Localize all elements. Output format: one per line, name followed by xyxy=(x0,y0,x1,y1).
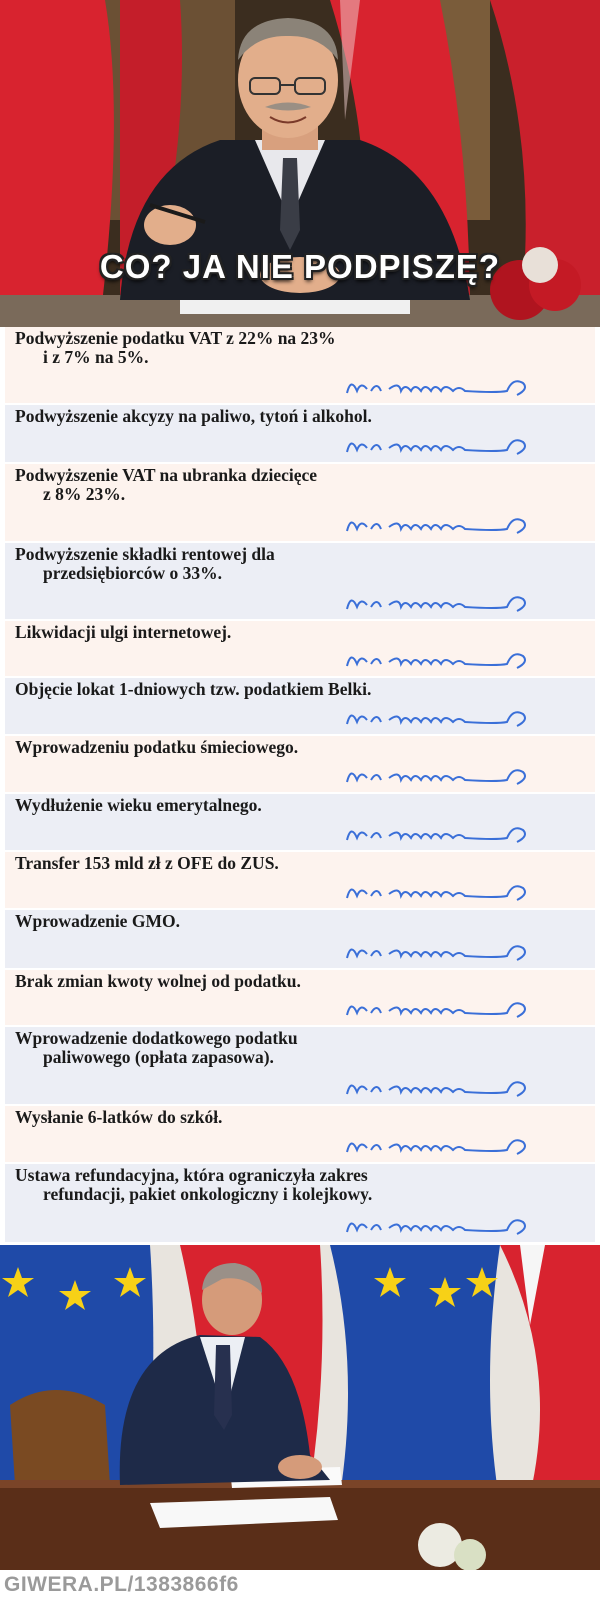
signature-icon xyxy=(337,938,577,966)
signature-icon xyxy=(337,589,577,617)
list-item xyxy=(5,1106,595,1162)
item-line: Transfer 153 mld zł z OFE do ZUS. xyxy=(15,853,279,873)
item-line: Wprowadzeniu podatku śmieciowego. xyxy=(15,737,299,757)
item-line: i z 7% na 5%. xyxy=(43,347,149,367)
signature-icon xyxy=(337,820,577,848)
item-line: Wydłużenie wieku emerytalnego. xyxy=(15,795,262,815)
item-line: Wprowadzenie dodatkowego podatku xyxy=(15,1028,298,1048)
list-item xyxy=(5,1027,595,1104)
bottom-photo xyxy=(0,1245,600,1570)
signature-icon xyxy=(337,432,577,460)
list-item xyxy=(5,678,595,734)
signed-items-list xyxy=(0,327,600,1245)
list-item xyxy=(5,970,595,1025)
item-line: Wysłanie 6-latków do szkół. xyxy=(15,1107,223,1127)
item-line: Podwyższenie składki rentowej dla xyxy=(15,544,275,564)
list-item xyxy=(5,621,595,676)
signature-icon xyxy=(337,511,577,539)
signature-icon xyxy=(337,1132,577,1160)
item-line: Ustawa refundacyjna, która ograniczyła zakres xyxy=(15,1165,368,1185)
signature-icon xyxy=(337,995,577,1023)
list-item xyxy=(5,405,595,462)
item-line: Objęcie lokat 1-dniowych tzw. podatkiem Belki. xyxy=(15,679,372,699)
item-line: przedsiębiorców o 33%. xyxy=(43,563,223,583)
caption-text: CO? JA NIE PODPISZĘ? xyxy=(99,248,501,285)
signature-icon xyxy=(337,1074,577,1102)
list-item xyxy=(5,794,595,850)
item-line: Podwyższenie podatku VAT z 22% na 23% xyxy=(15,328,336,348)
item-line: Podwyższenie akcyzy na paliwo, tytoń i alkohol. xyxy=(15,406,372,426)
watermark: GIWERA.PL/1383866f6 xyxy=(4,1573,239,1596)
signature-icon xyxy=(337,878,577,906)
list-item xyxy=(5,464,595,541)
item-line: refundacji, pakiet onkologiczny i kolejkowy. xyxy=(43,1184,373,1204)
item-line: paliwowego (opłata zapasowa). xyxy=(43,1047,274,1067)
item-line: Wprowadzenie GMO. xyxy=(15,911,180,931)
top-photo xyxy=(0,0,600,327)
list-item xyxy=(5,736,595,792)
signature-icon xyxy=(337,646,577,674)
list-item xyxy=(5,910,595,968)
list-item xyxy=(5,327,595,403)
signature-icon xyxy=(337,762,577,790)
signature-icon xyxy=(337,373,577,401)
list-item xyxy=(5,1164,595,1242)
list-item xyxy=(5,852,595,908)
signature-icon xyxy=(337,704,577,732)
signature-icon xyxy=(337,1212,577,1240)
list-item xyxy=(5,543,595,619)
item-line: Podwyższenie VAT na ubranka dziecięce xyxy=(15,465,318,485)
item-line: Likwidacji ulgi internetowej. xyxy=(15,622,232,642)
item-line: z 8% 23%. xyxy=(43,484,126,504)
item-line: Brak zmian kwoty wolnej od podatku. xyxy=(15,971,301,991)
